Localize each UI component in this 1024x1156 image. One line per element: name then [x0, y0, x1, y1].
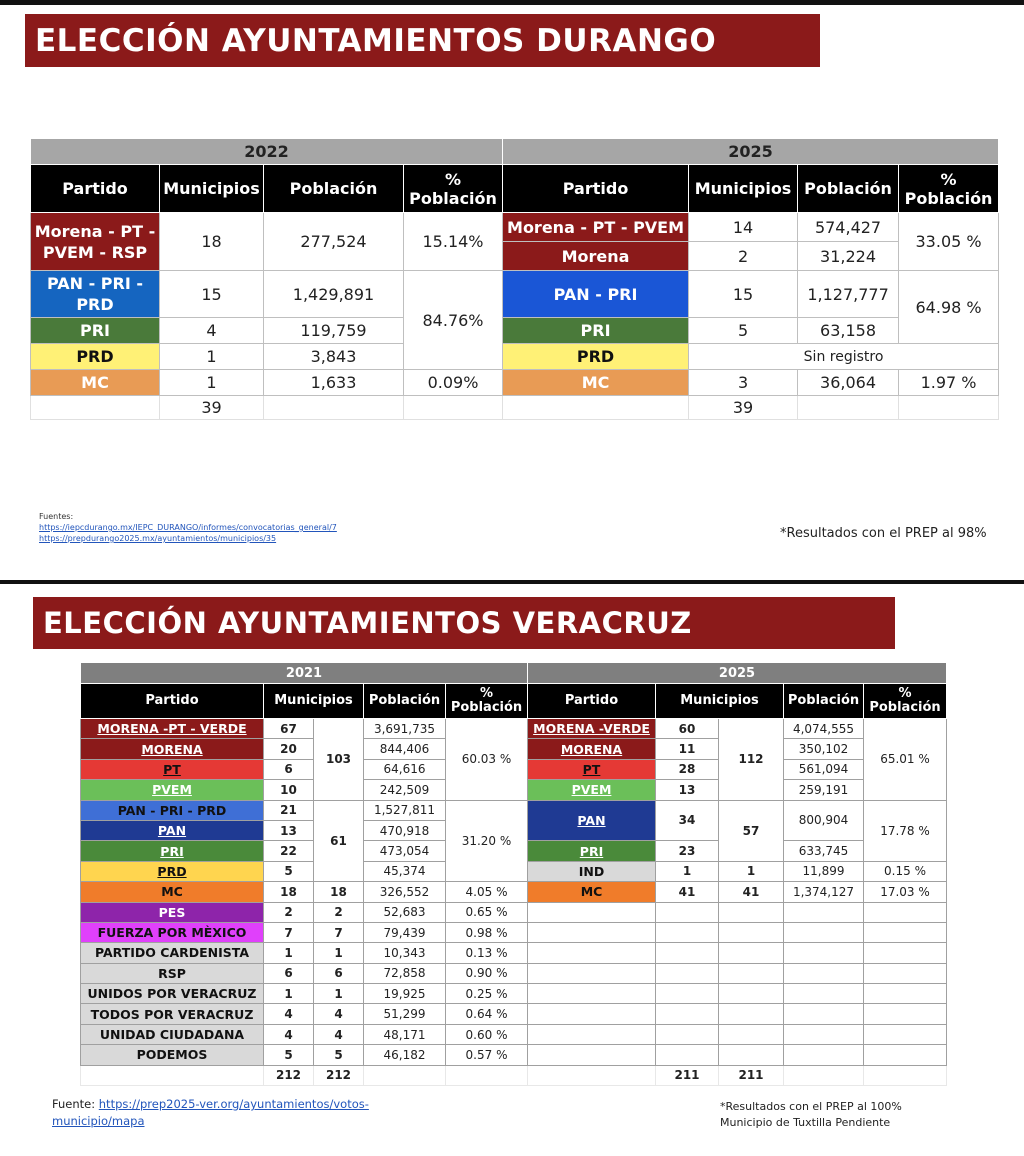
- party-pt: PT: [528, 759, 656, 779]
- total-empty: [446, 1065, 528, 1085]
- group-total-pan: 61: [314, 800, 364, 882]
- empty-cell: [528, 943, 656, 963]
- empty-cell: [864, 984, 947, 1004]
- cell-poblacion: 259,191: [784, 780, 864, 800]
- cell-pct: 84.76%: [404, 271, 503, 370]
- durango-results-table: [30, 138, 999, 420]
- empty-cell: [656, 902, 719, 922]
- cell-poblacion: 3,843: [264, 344, 404, 370]
- empty-cell: [656, 943, 719, 963]
- col-header-partido: Partido: [31, 165, 160, 213]
- cell-municipios: 6: [264, 759, 314, 779]
- cell-poblacion: 1,127,777: [798, 271, 899, 318]
- cell-poblacion: 46,182: [364, 1045, 446, 1065]
- col-header-partido: Partido: [528, 684, 656, 719]
- cell-poblacion: 844,406: [364, 739, 446, 759]
- cell-poblacion: 72,858: [364, 963, 446, 983]
- col-header-poblacion: Población: [784, 684, 864, 719]
- cell-poblacion: 119,759: [264, 318, 404, 344]
- cell-municipios: 18: [264, 882, 314, 902]
- cell-municipios: 2: [689, 242, 798, 271]
- cell-poblacion: 473,054: [364, 841, 446, 861]
- party-morena: Morena: [503, 242, 689, 271]
- cell-municipios: 15: [689, 271, 798, 318]
- empty-cell: [656, 984, 719, 1004]
- total-empty: [784, 1065, 864, 1085]
- party-pri: PRI: [528, 841, 656, 861]
- empty-cell: [528, 963, 656, 983]
- cell-municipios: 7: [264, 922, 314, 942]
- total-group-2025: 211: [719, 1065, 784, 1085]
- party-morena: MORENA: [81, 739, 264, 759]
- cell-pct: 0.64 %: [446, 1004, 528, 1024]
- group-total: 5: [314, 1045, 364, 1065]
- cell-municipios: 1: [264, 943, 314, 963]
- empty-cell: [864, 922, 947, 942]
- cell-municipios: 41: [656, 882, 719, 902]
- cell-poblacion: 800,904: [784, 800, 864, 841]
- cell-pct: 33.05 %: [899, 213, 999, 271]
- cell-poblacion: 63,158: [798, 318, 899, 344]
- party-morena: MORENA: [528, 739, 656, 759]
- col-header-partido: Partido: [81, 684, 264, 719]
- col-header-municipios: Municipios: [160, 165, 264, 213]
- cell-pct: 31.20 %: [446, 800, 528, 882]
- group-total: 18: [314, 882, 364, 902]
- cell-pct: 17.78 %: [864, 800, 947, 861]
- empty-cell: [784, 1004, 864, 1024]
- year-2025-header: 2025: [503, 139, 999, 165]
- total-municipios-2025: 211: [656, 1065, 719, 1085]
- party-prd: PRD: [81, 861, 264, 881]
- cell-poblacion: 48,171: [364, 1024, 446, 1044]
- cell-pct: 0.65 %: [446, 902, 528, 922]
- empty-cell: [656, 1045, 719, 1065]
- party-pvem: PVEM: [528, 780, 656, 800]
- pending-note: Municipio de Tuxtilla Pendiente: [720, 1116, 891, 1129]
- empty-cell: [528, 922, 656, 942]
- cell-municipios: 13: [264, 820, 314, 840]
- cell-pct: 4.05 %: [446, 882, 528, 902]
- party-morena-pt-pvem: Morena - PT - PVEM: [503, 213, 689, 242]
- year-2022-header: 2022: [31, 139, 503, 165]
- empty-cell: [719, 1024, 784, 1044]
- cell-pct: 0.13 %: [446, 943, 528, 963]
- cell-poblacion: 633,745: [784, 841, 864, 861]
- empty-cell: [864, 943, 947, 963]
- cell-poblacion: 45,374: [364, 861, 446, 881]
- cell-municipios: 3: [689, 370, 798, 396]
- top-border: [0, 0, 1024, 5]
- party-pri: PRI: [503, 318, 689, 344]
- col-header-municipios: Municipios: [656, 684, 784, 719]
- cell-municipios: 4: [264, 1004, 314, 1024]
- total-municipios-2021: 212: [264, 1065, 314, 1085]
- group-total-morena: 112: [719, 719, 784, 801]
- cell-poblacion: 350,102: [784, 739, 864, 759]
- cell-municipios: 14: [689, 213, 798, 242]
- cell-pct: 0.09%: [404, 370, 503, 396]
- empty-cell: [719, 922, 784, 942]
- col-header-pct: % Población: [864, 684, 947, 719]
- cell-pct: 1.97 %: [899, 370, 999, 396]
- cell-poblacion: 561,094: [784, 759, 864, 779]
- party-mc: MC: [31, 370, 160, 396]
- empty-cell: [864, 1045, 947, 1065]
- cell-poblacion: 1,429,891: [264, 271, 404, 318]
- col-header-pct: % Población: [404, 165, 503, 213]
- empty-cell: [719, 902, 784, 922]
- source-link-prep[interactable]: https://prepdurango2025.mx/ayuntamientos/municipios/35: [39, 534, 277, 543]
- col-header-poblacion: Población: [264, 165, 404, 213]
- cell-pct: 0.15 %: [864, 861, 947, 881]
- cell-poblacion: 1,633: [264, 370, 404, 396]
- empty-cell: [784, 963, 864, 983]
- source-link-iepc[interactable]: https://iepcdurango.mx/IEPC_DURANGO/informes/convocatorias_general/7: [39, 523, 337, 532]
- col-header-municipios: Municipios: [264, 684, 364, 719]
- year-2025-header: 2025: [528, 663, 947, 684]
- empty-cell: [864, 1024, 947, 1044]
- cell-municipios: 1: [160, 370, 264, 396]
- party-pes: PES: [81, 902, 264, 922]
- col-header-poblacion: Población: [798, 165, 899, 213]
- group-total: 6: [314, 963, 364, 983]
- empty-cell: [719, 963, 784, 983]
- cell-poblacion: 64,616: [364, 759, 446, 779]
- cell-poblacion: 242,509: [364, 780, 446, 800]
- party-mc: MC: [528, 882, 656, 902]
- cell-municipios: 1: [160, 344, 264, 370]
- cell-municipios: 5: [689, 318, 798, 344]
- sin-registro-label: Sin registro: [689, 344, 999, 370]
- total-empty: [31, 396, 160, 420]
- durango-title-banner: [25, 14, 820, 67]
- cell-poblacion: 574,427: [798, 213, 899, 242]
- cell-municipios: 5: [264, 1045, 314, 1065]
- col-header-partido: Partido: [503, 165, 689, 213]
- cell-municipios: 20: [264, 739, 314, 759]
- total-empty: [81, 1065, 264, 1085]
- party-mc: MC: [81, 882, 264, 902]
- cell-poblacion: 470,918: [364, 820, 446, 840]
- cell-municipios: 5: [264, 861, 314, 881]
- total-municipios-2025: 39: [689, 396, 798, 420]
- party-ind: IND: [528, 861, 656, 881]
- cell-municipios: 22: [264, 841, 314, 861]
- party-pt: PT: [81, 759, 264, 779]
- party-pan-pri: PAN - PRI: [503, 271, 689, 318]
- col-header-pct: % Población: [899, 165, 999, 213]
- cell-municipios: 18: [160, 213, 264, 271]
- cell-municipios: 60: [656, 719, 719, 739]
- cell-poblacion: 52,683: [364, 902, 446, 922]
- cell-municipios: 67: [264, 719, 314, 739]
- col-header-poblacion: Población: [364, 684, 446, 719]
- cell-pct: 0.98 %: [446, 922, 528, 942]
- section-divider: [0, 580, 1024, 584]
- cell-municipios: 1: [656, 861, 719, 881]
- cell-pct: 64.98 %: [899, 271, 999, 344]
- total-empty: [899, 396, 999, 420]
- party-unidad-ciudadana: UNIDAD CIUDADANA: [81, 1024, 264, 1044]
- party-morena-pt-verde: MORENA -PT - VERDE: [81, 719, 264, 739]
- cell-pct: 0.57 %: [446, 1045, 528, 1065]
- party-pri: PRI: [81, 841, 264, 861]
- cell-municipios: 15: [160, 271, 264, 318]
- empty-cell: [784, 984, 864, 1004]
- empty-cell: [656, 963, 719, 983]
- group-total: 4: [314, 1024, 364, 1044]
- cell-municipios: 4: [264, 1024, 314, 1044]
- cell-municipios: 2: [264, 902, 314, 922]
- empty-cell: [528, 902, 656, 922]
- group-total: 1: [719, 861, 784, 881]
- total-empty: [364, 1065, 446, 1085]
- cell-poblacion: 3,691,735: [364, 719, 446, 739]
- empty-cell: [719, 1004, 784, 1024]
- veracruz-notes: [720, 1099, 902, 1131]
- veracruz-results-table: [80, 662, 947, 1086]
- cell-pct: 60.03 %: [446, 719, 528, 801]
- cell-pct: 0.90 %: [446, 963, 528, 983]
- party-pan-pri-prd: PAN - PRI - PRD: [81, 800, 264, 820]
- total-empty: [404, 396, 503, 420]
- cell-pct: 15.14%: [404, 213, 503, 271]
- party-prd: PRD: [503, 344, 689, 370]
- empty-cell: [784, 1024, 864, 1044]
- cell-poblacion: 326,552: [364, 882, 446, 902]
- cell-poblacion: 1,527,811: [364, 800, 446, 820]
- empty-cell: [864, 963, 947, 983]
- empty-cell: [784, 943, 864, 963]
- empty-cell: [656, 1024, 719, 1044]
- cell-poblacion: 36,064: [798, 370, 899, 396]
- total-empty: [503, 396, 689, 420]
- party-pri: PRI: [31, 318, 160, 344]
- cell-poblacion: 31,224: [798, 242, 899, 271]
- cell-municipios: 23: [656, 841, 719, 861]
- durango-sources: [39, 511, 337, 544]
- cell-municipios: 11: [656, 739, 719, 759]
- cell-poblacion: 1,374,127: [784, 882, 864, 902]
- group-total: 1: [314, 943, 364, 963]
- total-municipios-2022: 39: [160, 396, 264, 420]
- group-total: 7: [314, 922, 364, 942]
- durango-prep-note: *Resultados con el PREP al 98%: [780, 526, 987, 541]
- party-pan-pri-prd: PAN - PRI - PRD: [31, 271, 160, 318]
- cell-poblacion: 51,299: [364, 1004, 446, 1024]
- empty-cell: [528, 1024, 656, 1044]
- party-todos-por-veracruz: TODOS POR VERACRUZ: [81, 1004, 264, 1024]
- cell-poblacion: 79,439: [364, 922, 446, 942]
- col-header-pct: % Población: [446, 684, 528, 719]
- empty-cell: [719, 943, 784, 963]
- empty-cell: [719, 984, 784, 1004]
- party-prd: PRD: [31, 344, 160, 370]
- cell-poblacion: 10,343: [364, 943, 446, 963]
- veracruz-title: ELECCIÓN AYUNTAMIENTOS VERACRUZ: [43, 606, 692, 640]
- year-2021-header: 2021: [81, 663, 528, 684]
- cell-poblacion: 11,899: [784, 861, 864, 881]
- total-group-2021: 212: [314, 1065, 364, 1085]
- party-fuerza-por-mexico: FUERZA POR MÈXICO: [81, 922, 264, 942]
- empty-cell: [784, 902, 864, 922]
- durango-title: ELECCIÓN AYUNTAMIENTOS DURANGO: [35, 22, 717, 59]
- empty-cell: [656, 922, 719, 942]
- empty-cell: [528, 984, 656, 1004]
- party-partido-cardenista: PARTIDO CARDENISTA: [81, 943, 264, 963]
- group-total-pan: 57: [719, 800, 784, 861]
- source-link-prep-veracruz[interactable]: https://prep2025-ver.org/ayuntamientos/votos-: [98, 1097, 369, 1111]
- cell-municipios: 1: [264, 984, 314, 1004]
- total-empty: [528, 1065, 656, 1085]
- empty-cell: [784, 922, 864, 942]
- group-total: 41: [719, 882, 784, 902]
- party-podemos: PODEMOS: [81, 1045, 264, 1065]
- cell-municipios: 21: [264, 800, 314, 820]
- empty-cell: [528, 1045, 656, 1065]
- total-empty: [798, 396, 899, 420]
- total-empty: [264, 396, 404, 420]
- col-header-municipios: Municipios: [689, 165, 798, 213]
- cell-pct: 0.60 %: [446, 1024, 528, 1044]
- empty-cell: [784, 1045, 864, 1065]
- group-total: 4: [314, 1004, 364, 1024]
- cell-pct: 0.25 %: [446, 984, 528, 1004]
- party-rsp: RSP: [81, 963, 264, 983]
- source-label: Fuente:: [52, 1097, 96, 1111]
- empty-cell: [656, 1004, 719, 1024]
- cell-poblacion: 4,074,555: [784, 719, 864, 739]
- empty-cell: [719, 1045, 784, 1065]
- group-total: 2: [314, 902, 364, 922]
- cell-municipios: 28: [656, 759, 719, 779]
- veracruz-title-banner: [33, 597, 895, 649]
- veracruz-source: [52, 1096, 369, 1130]
- cell-pct: 17.03 %: [864, 882, 947, 902]
- sources-label: Fuentes:: [39, 512, 74, 521]
- party-pan: PAN: [81, 820, 264, 840]
- cell-municipios: 13: [656, 780, 719, 800]
- cell-municipios: 6: [264, 963, 314, 983]
- source-link-prep-veracruz-cont[interactable]: municipio/mapa: [52, 1114, 145, 1128]
- party-unidos-por-veracruz: UNIDOS POR VERACRUZ: [81, 984, 264, 1004]
- group-total-morena: 103: [314, 719, 364, 801]
- party-morena-pt-pvem-rsp: Morena - PT - PVEM - RSP: [31, 213, 160, 271]
- cell-poblacion: 19,925: [364, 984, 446, 1004]
- total-empty: [864, 1065, 947, 1085]
- cell-pct: 65.01 %: [864, 719, 947, 801]
- cell-municipios: 34: [656, 800, 719, 841]
- empty-cell: [864, 902, 947, 922]
- cell-municipios: 10: [264, 780, 314, 800]
- empty-cell: [528, 1004, 656, 1024]
- cell-municipios: 4: [160, 318, 264, 344]
- party-pvem: PVEM: [81, 780, 264, 800]
- party-morena-verde: MORENA -VERDE: [528, 719, 656, 739]
- group-total: 1: [314, 984, 364, 1004]
- party-mc: MC: [503, 370, 689, 396]
- party-pan: PAN: [528, 800, 656, 841]
- empty-cell: [864, 1004, 947, 1024]
- cell-poblacion: 277,524: [264, 213, 404, 271]
- prep-note: *Resultados con el PREP al 100%: [720, 1100, 902, 1113]
